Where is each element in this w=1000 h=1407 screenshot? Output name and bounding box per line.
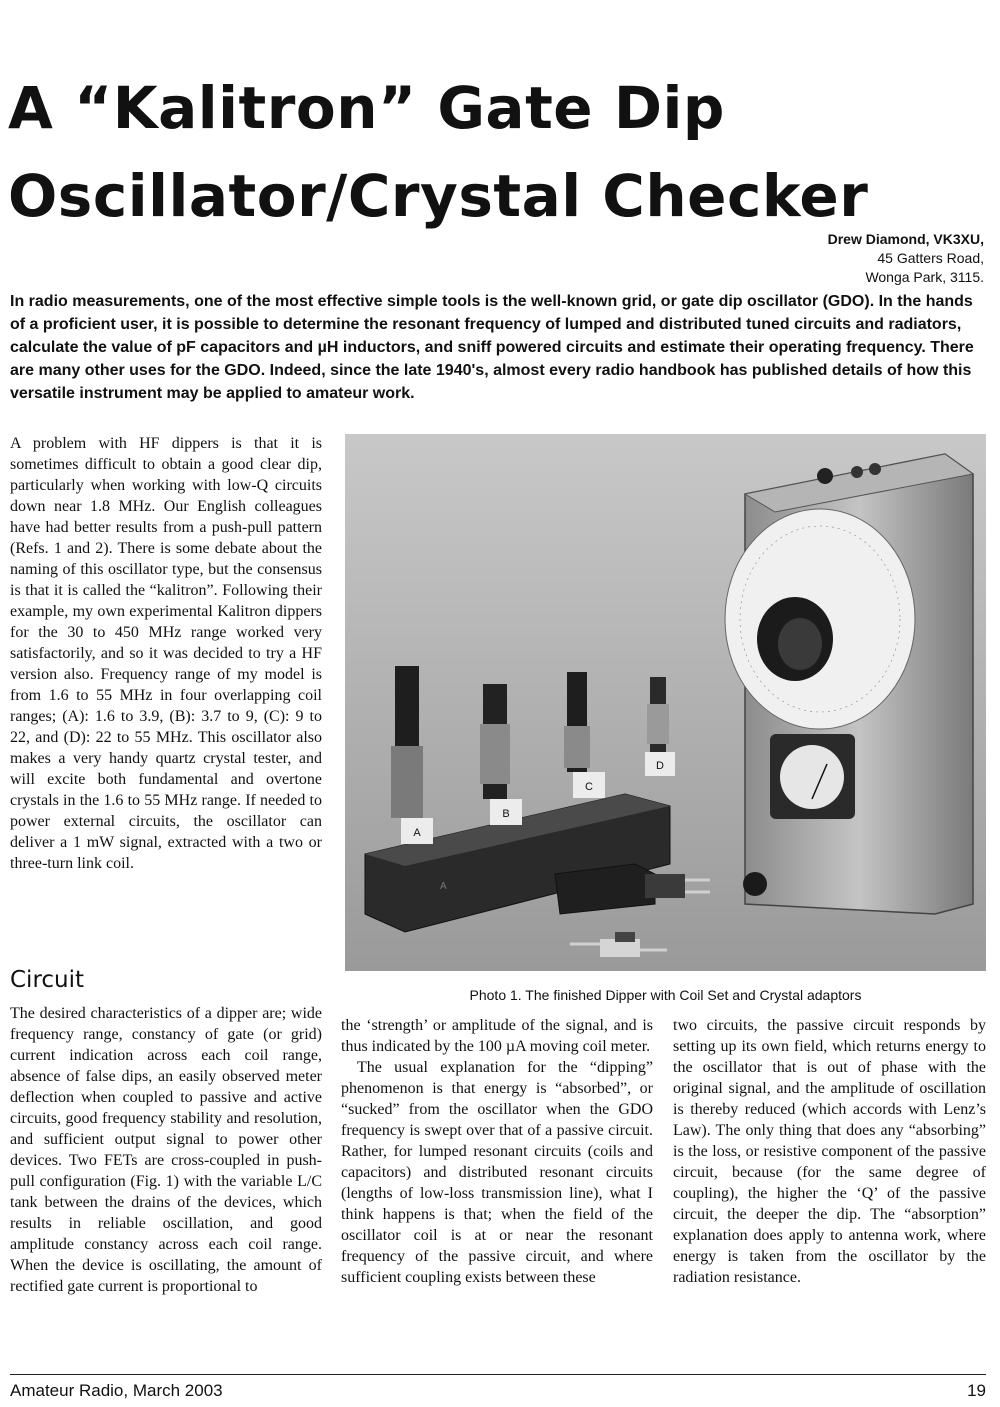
col3-paragraph: two circuits, the passive circuit responds by setting up its own field, which returns energy to the oscillator that is out of phase with the original signal, and the amplitude of oscillation is thereby reduced (which accords with Lenz’s Law). The only thing that does any “absorbing” is the loss, or resistive component of the passive circuit, because (for the same degree of coupling), the higher the ‘Q’ of the passive circuit, the deeper the dip. The “absorption” explanation does apply to antenna work, where energy is taken from the oscillator by the radiation resistance.	[673, 1017, 986, 1286]
author-name: Drew Diamond, VK3XU,	[827, 231, 984, 247]
photo-dipper	[345, 434, 986, 971]
abstract: In radio measurements, one of the most effective simple tools is the well-known grid, or gate dip oscillator (GDO). In the hands of a proficient user, it is possible to determine the resonant frequency of lumped and distributed tuned circuits and radiators, calculate the value of pF capacitors and µH inductors, and sniff powered circuits and estimate their operating frequency. There are many other uses for the GDO. Indeed, since the late 1940's, almost every radio handbook has published details of how this versatile instrument may be applied to amateur work.	[10, 293, 974, 402]
socket-icon	[851, 466, 863, 478]
coil-label: C	[585, 781, 593, 793]
photo-illustration	[345, 434, 986, 971]
coil-label: D	[656, 760, 664, 772]
column-2	[341, 1015, 653, 1288]
dipper-box	[725, 454, 973, 914]
author-address-1: 45 Gatters Road,	[877, 250, 984, 266]
intro-paragraph: A problem with HF dippers is that it is sometimes difficult to obtain a good clear dip, particularly when working with low-Q circuits down near 1.8 MHz. Our English colleagues have had better results from a push-pull pattern (Refs. 1 and 2). There is some debate about the naming of this oscillator type, but the consensus is that it is called the “kalitron”. Following their example, my own experimental Kalitron dippers for the 30 to 450 MHz range worked very satisfactorily, and so it was decided to try a HF version also. Frequency range of my model is from 1.6 to 55 MHz in four overlapping coil ranges; (A): 1.6 to 3.9, (B): 3.7 to 9, (C): 9 to 22, and (D): 22 to 55 MHz. This oscillator also makes a very handy quartz crystal tester, and will excite both fundamental and overtone crystals in the 1.6 to 55 MHz range. If needed to power external circuits, the oscillator can deliver a 1 mW signal, extracted with a two or three-turn link coil.	[10, 435, 322, 872]
col2-paragraph: The usual explanation for the “dipping” phenomenon is that energy is “absorbed”, or “sucked” from the oscillator when the GDO frequency is swept over that of a passive circuit. Rather, for lumped resonant circuits (coils and capacitors) and distributed resonant circuits (lengths of low-loss transmission line), what I think happens is that; when the field of the oscillator coil is at or near the resonant frequency of the passive circuit, and where sufficient coupling exists between these	[341, 1059, 653, 1286]
col2-continuation: the ‘strength’ or amplitude of the signal, and is thus indicated by the 100 µA moving coil meter.	[341, 1017, 653, 1055]
page-number: 19	[967, 1381, 986, 1400]
footer-publication: Amateur Radio, March 2003	[10, 1381, 223, 1400]
circuit-paragraph: The desired characteristics of a dipper are; wide frequency range, constancy of gate (or grid) current indication across each coil range, absence of false dips, an easily observed meter deflection when coupled to passive and active circuits, good frequency stability and resolution, and sufficient output signal to power other devices. Two FETs are cross-coupled in push-pull configuration (Fig. 1) with the variable L/C tank between the drains of the devices, which results in reliable oscillation, and good amplitude constancy across each coil range. When the device is oscillating, the amount of rectified gate current is proportional to	[10, 1005, 322, 1295]
socket-icon	[817, 468, 833, 484]
author-address-2: Wonga Park, 3115.	[865, 269, 984, 285]
title-line-1: A “Kalitron” Gate Dip	[8, 74, 725, 142]
footer-rule	[10, 1374, 986, 1375]
switch-knob	[743, 872, 767, 896]
base-label: A	[440, 881, 447, 892]
circuit-heading: Circuit	[10, 967, 85, 993]
coil-label: B	[502, 808, 510, 820]
article-title	[8, 64, 993, 240]
author-block	[828, 230, 984, 287]
socket-icon	[869, 463, 881, 475]
coil-label: A	[413, 827, 421, 839]
title-line-2: Oscillator/Crystal Checker	[8, 162, 869, 230]
photo-caption: Photo 1. The finished Dipper with Coil Set and Crystal adaptors	[469, 987, 862, 1003]
